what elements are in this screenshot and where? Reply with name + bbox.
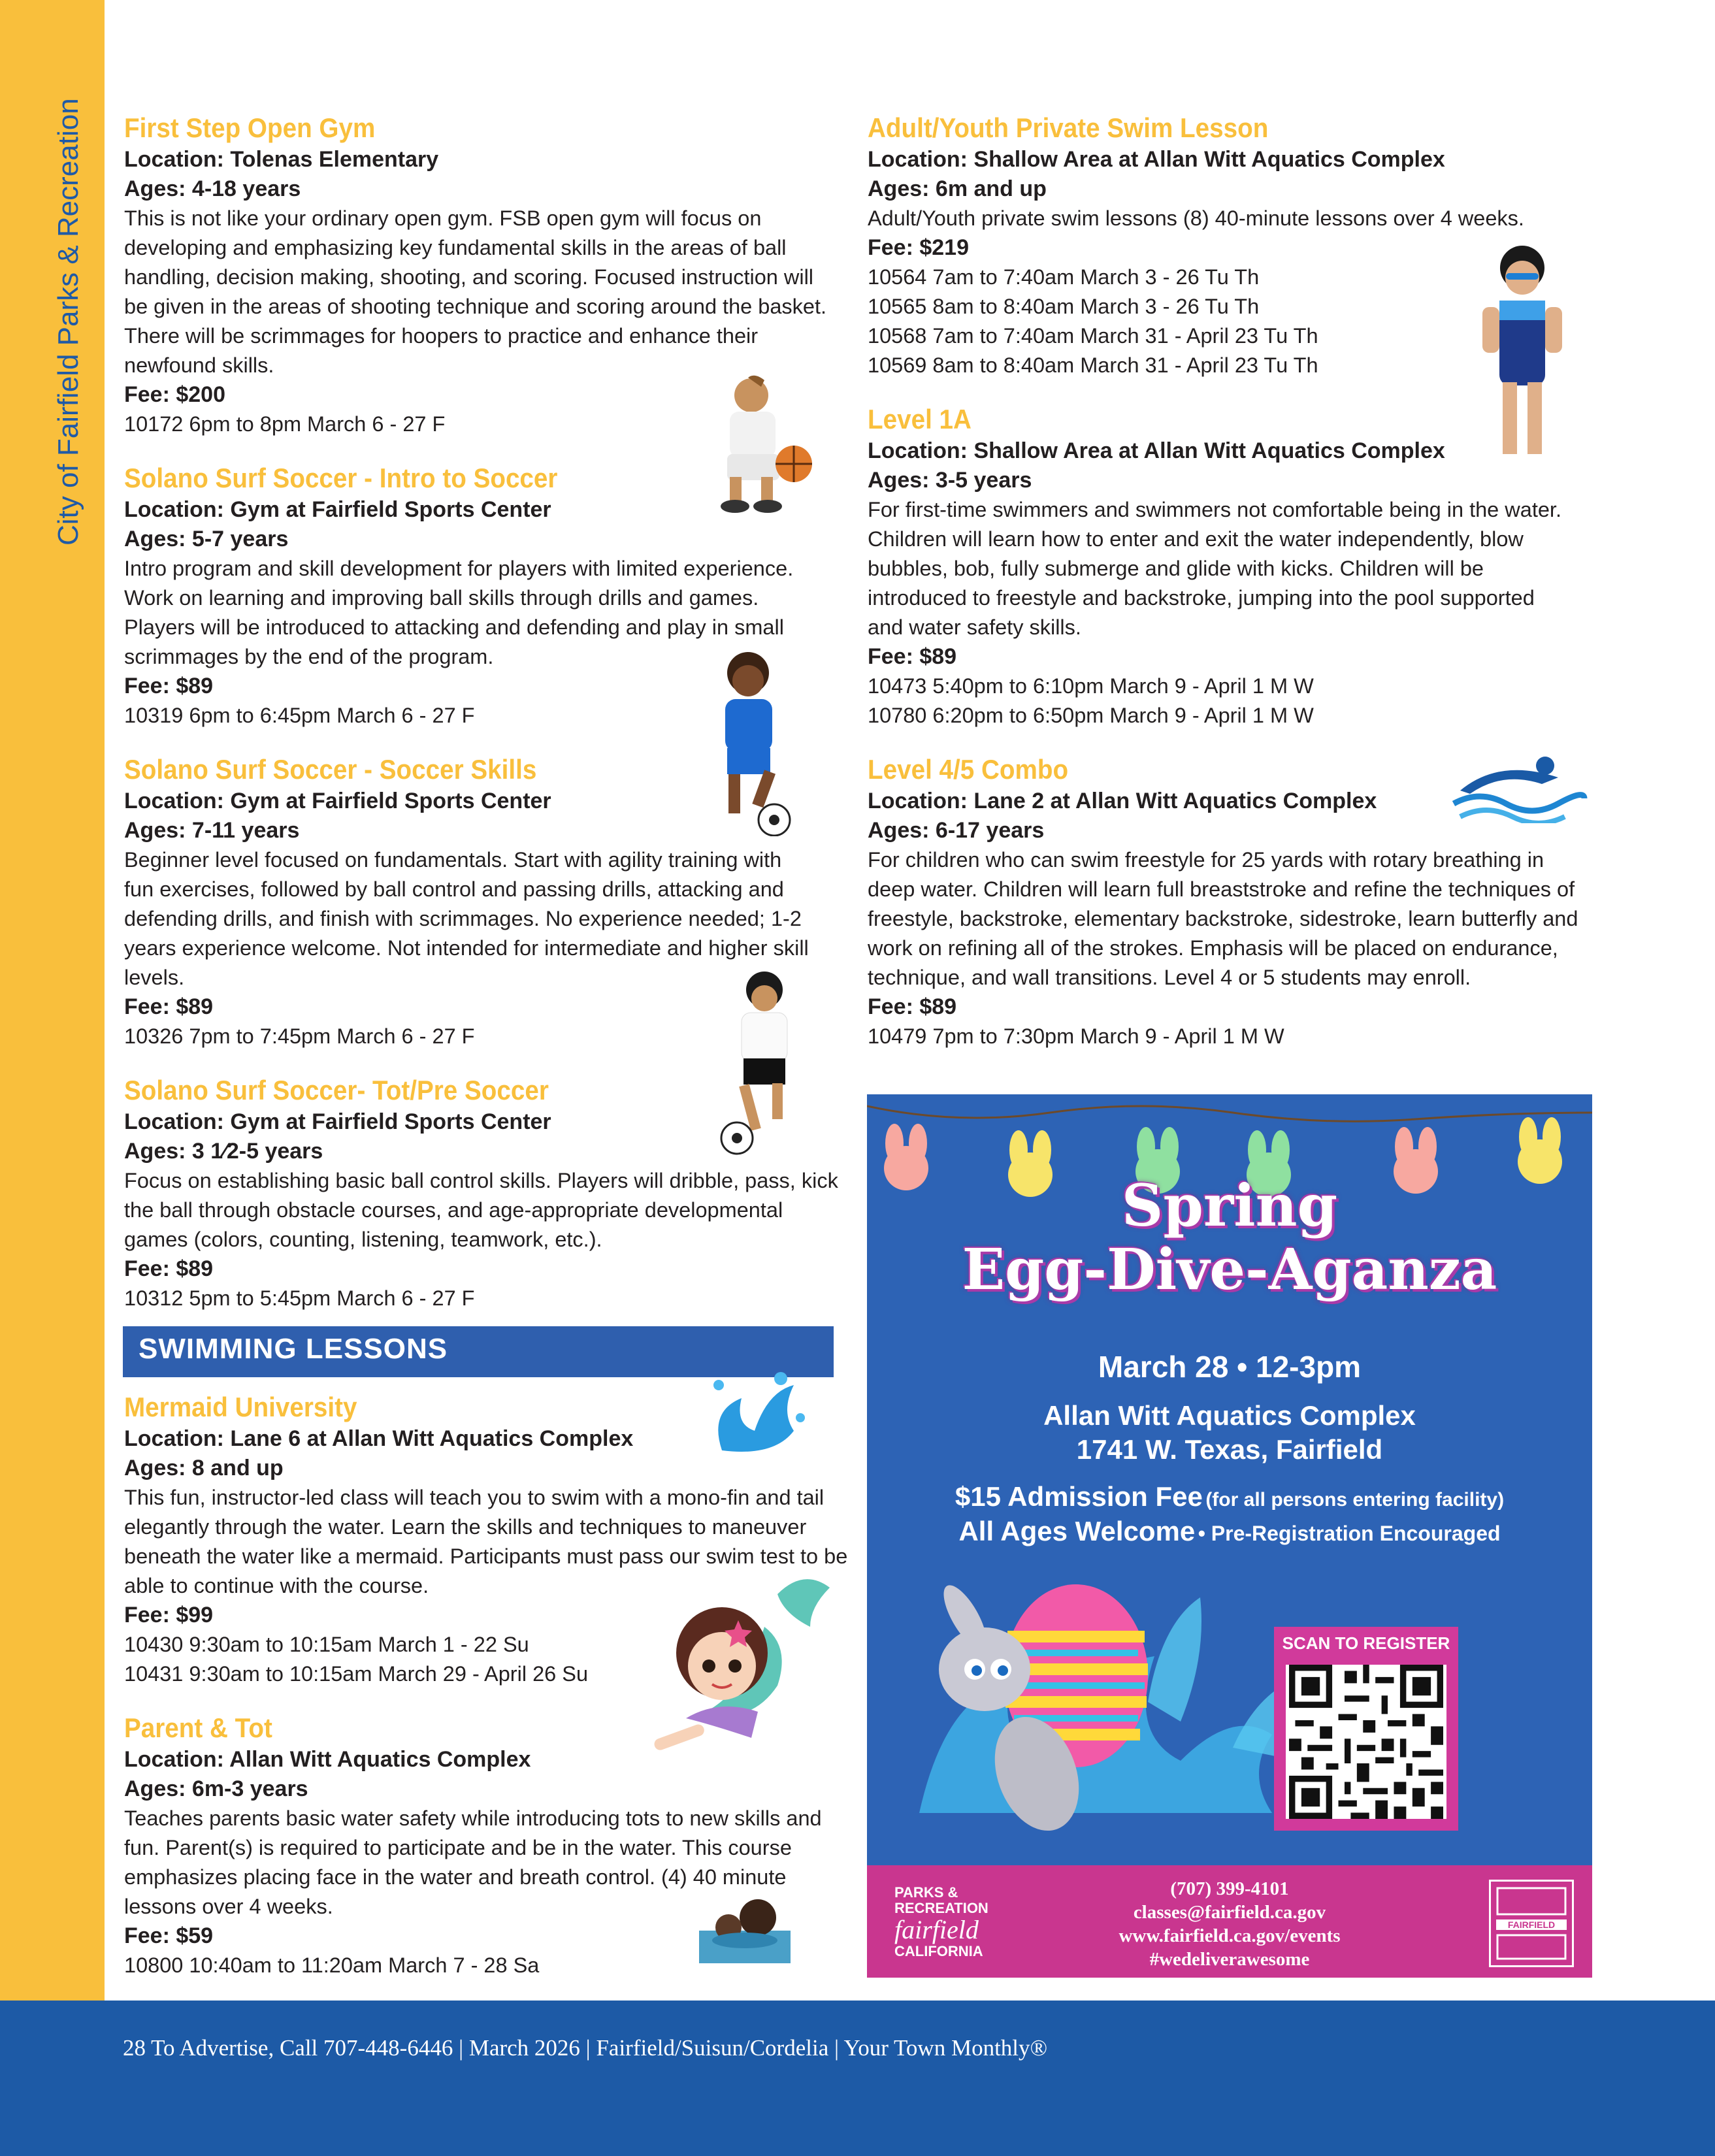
- page-footer: [0, 2001, 1715, 2156]
- basketball-kid-image: [689, 372, 820, 516]
- poster-preregistration: • Pre-Registration Encouraged: [1198, 1522, 1501, 1545]
- program-session: 10565 8am to 8:40am March 3 - 26 Tu Th: [868, 295, 1260, 318]
- poster-fee-line: [867, 1481, 1592, 1512]
- program-ages: Ages: 6m and up: [868, 176, 1047, 201]
- program-location: Location: Lane 2 at Allan Witt Aquatics Complex: [868, 789, 1377, 813]
- program-title: Solano Surf Soccer- Tot/Pre Soccer: [124, 1075, 549, 1105]
- program-session: 10172 6pm to 8pm March 6 - 27 F: [124, 412, 446, 436]
- swimming-lessons-banner: SWIMMING LESSONS: [123, 1326, 834, 1377]
- program-location: Location: Allan Witt Aquatics Complex: [124, 1747, 531, 1772]
- water-splash-icon: [696, 1359, 813, 1457]
- footer-text: 28 To Advertise, Call 707-448-6446 | March 2026 | Fairfield/Suisun/Cordelia | Your Town Monthly®: [123, 2035, 1048, 2061]
- program-description: Teaches parents basic water safety while introducing tots to new skills and fun. Parent(s) is required to participate and be in the water. This course emphasizes placing face in the water and breath control. (4) 40 minute lessons over 4 weeks.: [124, 1806, 822, 1918]
- program-session: 10568 7am to 7:40am March 31 - April 23 Tu Th: [868, 324, 1318, 348]
- qr-code-graphic: [1286, 1665, 1446, 1819]
- program-fee: Fee: $89: [868, 994, 957, 1019]
- program-description: Intro program and skill development for players with limited experience. Work on learning and improving ball skills through drills and games. Players will be introduced to attacking and defending and play in small scrimmages by the end of the program.: [124, 557, 794, 668]
- program-fee: Fee: $89: [868, 644, 957, 669]
- parks-recreation-logo: PARKS & RECREATION fairfield CALIFORNIA: [894, 1884, 988, 1959]
- poster-ages-line: [867, 1516, 1592, 1547]
- program-ages: Ages: 5-7 years: [124, 527, 289, 551]
- program-fee: Fee: $200: [124, 382, 225, 407]
- program-fee: Fee: $59: [124, 1923, 214, 1948]
- program-title: Mermaid University: [124, 1392, 357, 1422]
- program-title: First Step Open Gym: [124, 112, 376, 143]
- program-ages: Ages: 3-5 years: [868, 468, 1032, 493]
- program-location: Location: Shallow Area at Allan Witt Aquatics Complex: [868, 147, 1445, 172]
- contact-email[interactable]: classes@fairfield.ca.gov: [1133, 1902, 1326, 1923]
- qr-code-icon[interactable]: [1286, 1665, 1446, 1819]
- sidebar-label: City of Fairfield Parks & Recreation: [52, 98, 84, 546]
- poster-fee: $15 Admission Fee: [955, 1481, 1203, 1512]
- poster-title-spring: Spring: [1121, 1171, 1338, 1239]
- program-description: This is not like your ordinary open gym. FSB open gym will focus on developing and emphasizing key fundamental skills in the areas of ball handling, decision making, shooting, and scoring. Focused instruction will be given in the areas of shooting technique and scoring around the basket. There will be scrimmages for hoopers to practice and enhance their newfound skills.: [124, 206, 827, 377]
- program-title: Solano Surf Soccer - Soccer Skills: [124, 754, 537, 785]
- parent-tot-image: [699, 1891, 791, 1963]
- poster-address: 1741 W. Texas, Fairfield: [1076, 1434, 1383, 1465]
- program-ages: Ages: 3 1⁄2-5 years: [124, 1139, 323, 1164]
- contact-hashtag: #wedeliverawesome: [1149, 1949, 1310, 1970]
- program-session: 10319 6pm to 6:45pm March 6 - 27 F: [124, 704, 475, 727]
- program-fee: Fee: $99: [124, 1603, 214, 1627]
- program-ages: Ages: 4-18 years: [124, 176, 301, 201]
- program-fee: Fee: $219: [868, 235, 969, 260]
- program-location: Location: Tolenas Elementary: [124, 147, 439, 172]
- soccer-kid-image: [696, 647, 807, 836]
- mermaid-illustration: [647, 1568, 843, 1777]
- program-location: Location: Gym at Fairfield Sports Center: [124, 789, 551, 813]
- program-ages: Ages: 7-11 years: [124, 818, 300, 843]
- program-description: Beginner level focused on fundamentals. Start with agility training with fun exercises, followed by ball control and passing drills, attacking and defending drills, and finish with scrimmages. No experience needed; 1-2 years experience welcome. Not intended for intermediate and higher skill levels.: [124, 848, 809, 989]
- poster-title-egg-dive: Egg-Dive-Aganza: [962, 1237, 1497, 1303]
- program-session: 10800 10:40am to 11:20am March 7 - 28 Sa: [124, 1953, 540, 1977]
- program-session: 10326 7pm to 7:45pm March 6 - 27 F: [124, 1024, 475, 1048]
- program-fee: Fee: $89: [124, 994, 214, 1019]
- egg-dive-poster: [867, 1094, 1592, 1978]
- program-title: Level 4/5 Combo: [868, 754, 1069, 785]
- svg-text:FAIRFIELD: FAIRFIELD: [1507, 1919, 1556, 1930]
- program-session: 10569 8am to 8:40am March 31 - April 23 Tu Th: [868, 353, 1318, 377]
- program-title: Adult/Youth Private Swim Lesson: [868, 112, 1269, 143]
- program-location: Location: Lane 6 at Allan Witt Aquatics Complex: [124, 1426, 634, 1451]
- program-session: 10430 9:30am to 10:15am March 1 - 22 Su: [124, 1633, 529, 1656]
- program-ages: Ages: 8 and up: [124, 1456, 284, 1480]
- scan-to-register-label: SCAN TO REGISTER: [1282, 1633, 1450, 1653]
- program-session: 10431 9:30am to 10:15am March 29 - April 26 Su: [124, 1662, 589, 1686]
- poster-contact-info: [1063, 1877, 1396, 1971]
- program-ages: Ages: 6-17 years: [868, 818, 1045, 843]
- poster-contact-bar: [867, 1865, 1592, 1978]
- poster-venue: Allan Witt Aquatics Complex: [1043, 1400, 1416, 1431]
- program-session: 10473 5:40pm to 6:10pm March 9 - April 1 M W: [868, 674, 1314, 698]
- poster-date: March 28 • 12-3pm: [1098, 1350, 1362, 1384]
- program-session: 10564 7am to 7:40am March 3 - 26 Tu Th: [868, 265, 1260, 289]
- program-session: 10312 5pm to 5:45pm March 6 - 27 F: [124, 1286, 475, 1310]
- swimmer-logo-icon: [1447, 751, 1591, 823]
- program-session: 10479 7pm to 7:30pm March 9 - April 1 M W: [868, 1024, 1284, 1048]
- program-title: Solano Surf Soccer - Intro to Soccer: [124, 463, 558, 493]
- program-description: Focus on establishing basic ball control skills. Players will dribble, pass, kick the ball through obstacle courses, and age-appropriate developmental games (colors, counting, listening, teamwork, etc.).: [124, 1169, 838, 1251]
- program-description: Adult/Youth private swim lessons (8) 40-minute lessons over 4 weeks.: [868, 206, 1524, 230]
- program-session: 10780 6:20pm to 6:50pm March 9 - April 1 M W: [868, 704, 1314, 727]
- soccer-player-image: [706, 967, 810, 1156]
- city-seal-graphic: [1491, 1882, 1572, 1965]
- program-location: Location: Shallow Area at Allan Witt Aquatics Complex: [868, 438, 1445, 463]
- program-fee: Fee: $89: [124, 674, 214, 698]
- program-fee: Fee: $89: [124, 1256, 214, 1281]
- program-title: Parent & Tot: [124, 1712, 272, 1743]
- program-description: For children who can swim freestyle for 25 yards with rotary breathing in deep water. Children will learn full breaststroke and refine the techniques of freestyle, backstroke, elementary backstroke, sidestroke, learn butterfly and work on refining all of the strokes. Emphasis will be placed on endurance, technique, and wall transitions. Level 4 or 5 students may enroll.: [868, 848, 1578, 989]
- program-location: Location: Gym at Fairfield Sports Center: [124, 497, 551, 522]
- program-location: Location: Gym at Fairfield Sports Center: [124, 1109, 551, 1134]
- qr-register-box[interactable]: [1274, 1627, 1458, 1831]
- program-description: This fun, instructor-led class will teach you to swim with a mono-fin and tail elegantly through the water. Learn the skills and techniques to maneuver beneath the water like a mermaid. Participants must pass our swim test to be able to continue with the course.: [124, 1486, 848, 1597]
- city-seal-icon: [1489, 1880, 1574, 1967]
- program-ages: Ages: 6m-3 years: [124, 1776, 308, 1801]
- poster-fee-note: (for all persons entering facility): [1205, 1489, 1505, 1511]
- poster-ages: All Ages Welcome: [958, 1516, 1196, 1546]
- program-title: Level 1A: [868, 404, 972, 434]
- contact-website[interactable]: www.fairfield.ca.gov/events: [1119, 1925, 1341, 1946]
- swimmer-kid-image: [1473, 242, 1571, 464]
- contact-phone: (707) 399-4101: [1170, 1878, 1289, 1899]
- program-description: For first-time swimmers and swimmers not comfortable being in the water. Children will learn how to enter and exit the water independently, blow bubbles, bob, fully submerge and glide with kicks. Children will be introduced to freestyle and backstroke, jumping into the pool supported and water safety skills.: [868, 498, 1561, 639]
